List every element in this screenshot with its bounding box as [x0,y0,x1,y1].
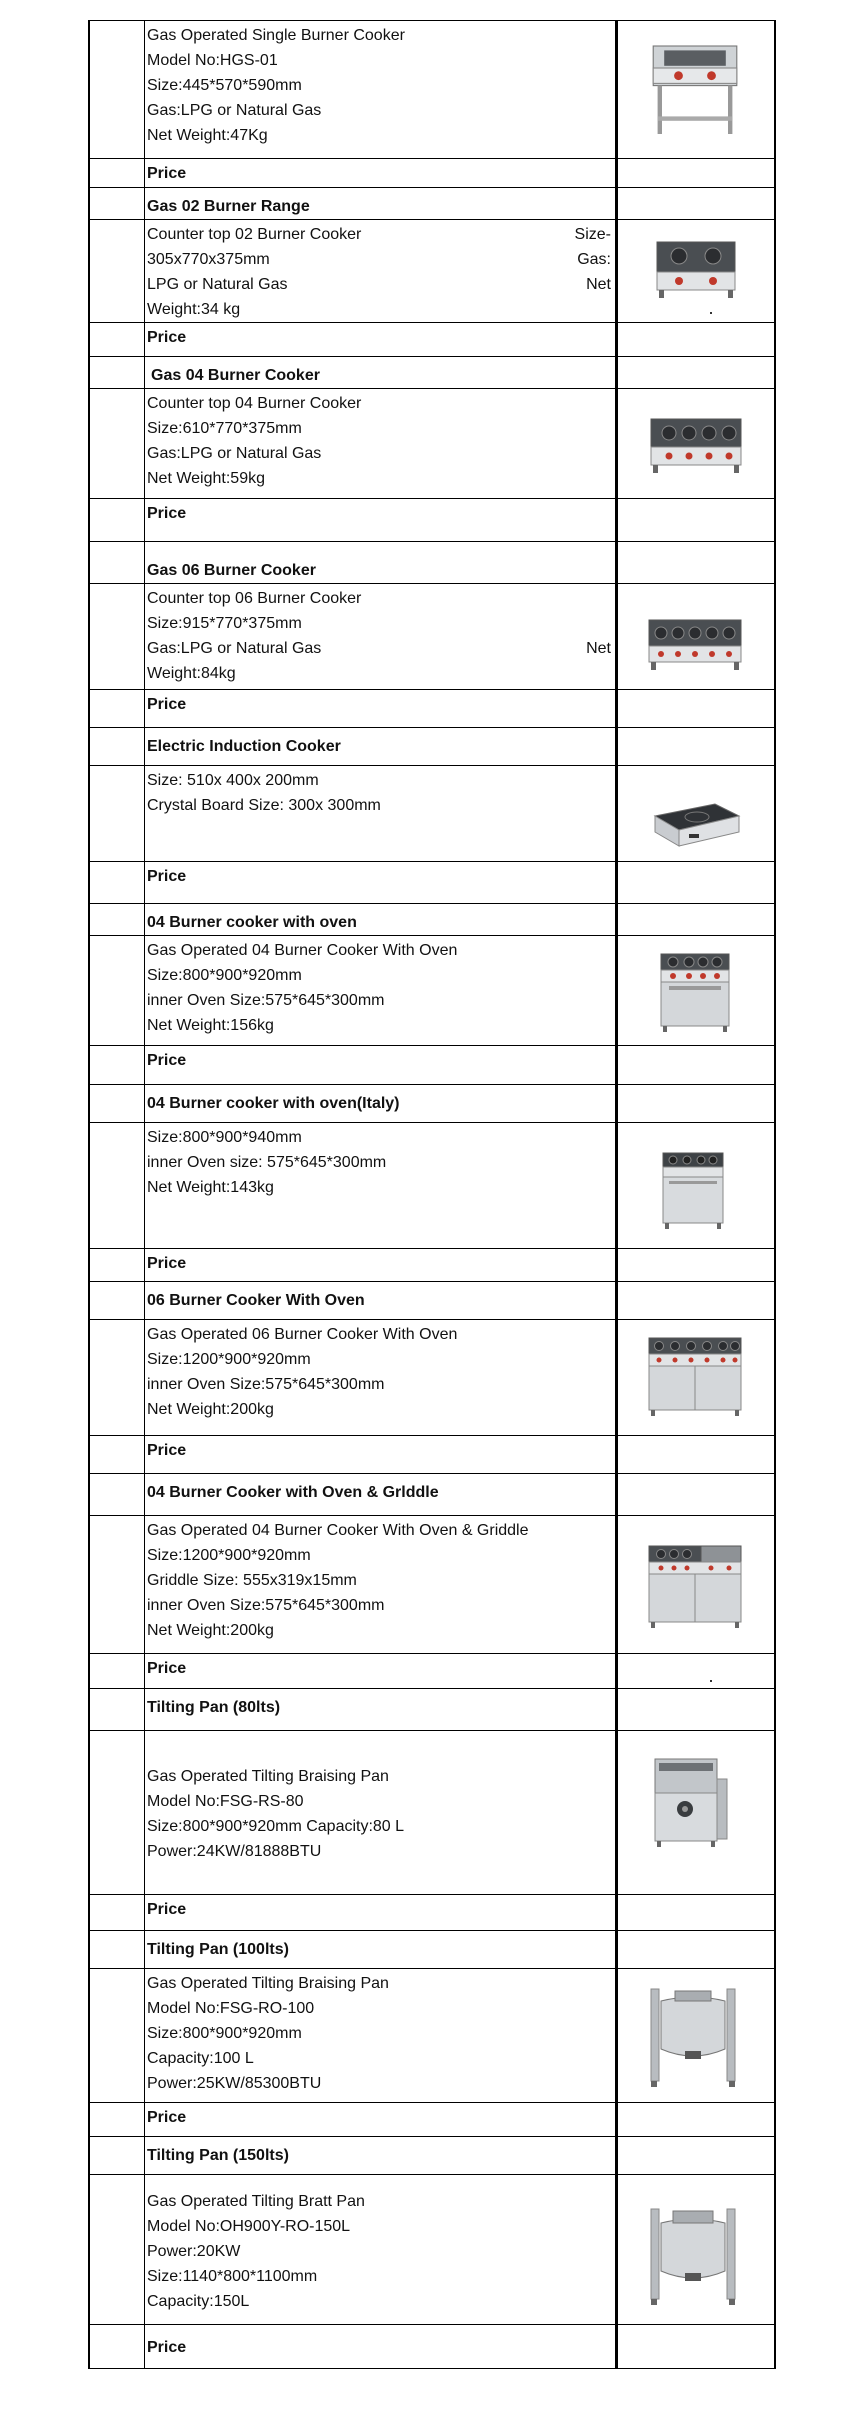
product-title-row [89,188,775,220]
product-description: Gas Operated 04 Burner Cooker With Oven Size:800*900*920mm inner Oven Size:575*645*300mm Net Weight:156kg [145,936,617,1046]
product-title: 06 Burner Cooker With Oven [147,1292,365,1309]
price-label: Price [145,1436,617,1474]
product-description: Gas Operated 04 Burner Cooker With Oven & Griddle Size:1200*900*920mm Griddle Size: 555x319x15mm inner Oven Size:575*645*300mm Net Weight:200kg [145,1516,617,1654]
six-burner-oven-icon [626,1328,764,1424]
tilting-pan-150-icon [626,2197,764,2311]
product-row [89,766,775,862]
single-burner-cooker-icon [626,35,764,145]
price-row [89,1046,775,1085]
product-row [89,2175,775,2325]
product-row [89,584,775,690]
product-description: Gas Operated Tilting Braising Pan Model No:FSG-RO-100 Size:800*900*920mm Capacity:100 L Power:25KW/85300BTU [145,1969,617,2103]
four-burner-cooker-icon [626,409,764,483]
price-row [89,862,775,904]
product-row [89,220,775,323]
price-row [89,2103,775,2137]
price-value[interactable] [617,862,776,904]
product-row [89,21,775,159]
product-title-row [89,904,775,936]
product-title-row [89,1085,775,1123]
price-label: Price [145,2325,617,2369]
product-title: Tilting Pan (80lts) [147,1699,281,1716]
product-title: 04 Burner cooker with oven(Italy) [147,1095,400,1112]
product-title: 04 Burner cooker with oven [147,914,357,931]
price-row [89,1436,775,1474]
product-row [89,1969,775,2103]
product-row [89,1516,775,1654]
product-description: Counter top 06 Burner Cooker Size:915*770*375mm Gas:LPG or Natural Gas Net Weight:84kg [145,584,617,690]
price-row [89,1654,775,1689]
product-title-row [89,1689,775,1731]
price-label: Price [145,2103,617,2137]
product-row [89,1731,775,1895]
price-value[interactable] [617,323,776,357]
product-title: Gas 02 Burner Range [147,198,310,215]
price-row [89,159,775,188]
price-row [89,1249,775,1282]
tilting-pan-80-icon [626,1749,764,1853]
tilting-pan-100-icon [626,1979,764,2093]
product-row [89,936,775,1046]
product-row [89,389,775,499]
price-value[interactable] [617,2103,776,2137]
product-description: Gas Operated Single Burner Cooker Model No:HGS-01 Size:445*570*590mm Gas:LPG or Natural Gas Net Weight:47Kg [145,21,617,159]
product-description: Counter top 04 Burner Cooker Size:610*770*375mm Gas:LPG or Natural Gas Net Weight:59kg [145,389,617,499]
price-label: Price [145,159,617,188]
product-title-row [89,1931,775,1969]
six-burner-cooker-icon [626,610,764,680]
price-row [89,1895,775,1931]
product-description: Counter top 02 Burner Cooker Size- 305x770x375mm Gas: LPG or Natural Gas Net Weight:34 kg [145,220,617,323]
product-description: Size: 510x 400x 200mm Crystal Board Size: 300x 300mm [145,766,617,862]
price-value[interactable] [617,159,776,188]
price-label: Price [145,690,617,728]
price-label: Price [145,1895,617,1931]
price-value[interactable] [617,1046,776,1085]
four-burner-oven-icon [626,946,764,1038]
price-label: Price [145,862,617,904]
price-value[interactable] [617,499,776,542]
product-title: 04 Burner Cooker with Oven & Grlddle [147,1484,439,1501]
product-title: Electric Induction Cooker [147,738,341,755]
price-row [89,499,775,542]
burner-oven-griddle-icon [626,1532,764,1640]
price-value[interactable] [617,2325,776,2369]
price-value[interactable] [617,690,776,728]
product-title: Gas 06 Burner Cooker [147,562,316,579]
product-title: Tilting Pan (100lts) [147,1941,289,1958]
price-label: Price [145,1046,617,1085]
price-label: Price [145,1249,617,1282]
price-value[interactable] [617,1249,776,1282]
product-row [89,1123,775,1249]
product-row [89,1320,775,1436]
price-row [89,2325,775,2369]
price-value[interactable] [617,1654,776,1689]
product-title-row [89,1474,775,1516]
product-title-row [89,2137,775,2175]
price-row [89,690,775,728]
price-label: Price [145,1654,617,1689]
product-title-row [89,357,775,389]
product-description: Gas Operated Tilting Braising Pan Model No:FSG-RS-80 Size:800*900*920mm Capacity:80 L Power:24KW/81888BTU [145,1731,617,1895]
product-price-sheet [88,20,770,2369]
product-description: Gas Operated Tilting Bratt Pan Model No:OH900Y-RO-150L Power:20KW Size:1140*800*1100mm Capacity:150L [145,2175,617,2325]
induction-cooker-icon [626,788,764,858]
price-value[interactable] [617,1436,776,1474]
product-table [88,20,776,2369]
product-title: Gas 04 Burner Cooker [151,367,320,384]
product-description: Gas Operated 06 Burner Cooker With Oven Size:1200*900*920mm inner Oven Size:575*645*300mm Net Weight:200kg [145,1320,617,1436]
price-value[interactable] [617,1895,776,1931]
price-label: Price [145,323,617,357]
product-title-row [89,1282,775,1320]
product-title: Tilting Pan (150lts) [147,2147,289,2164]
price-row [89,323,775,357]
product-description: Size:800*900*940mm inner Oven size: 575*645*300mm Net Weight:143kg [145,1123,617,1249]
two-burner-cooker-icon [626,230,764,310]
product-title-row [89,542,775,584]
product-title-row [89,728,775,766]
four-burner-oven-italy-icon [626,1143,764,1235]
price-label: Price [145,499,617,542]
